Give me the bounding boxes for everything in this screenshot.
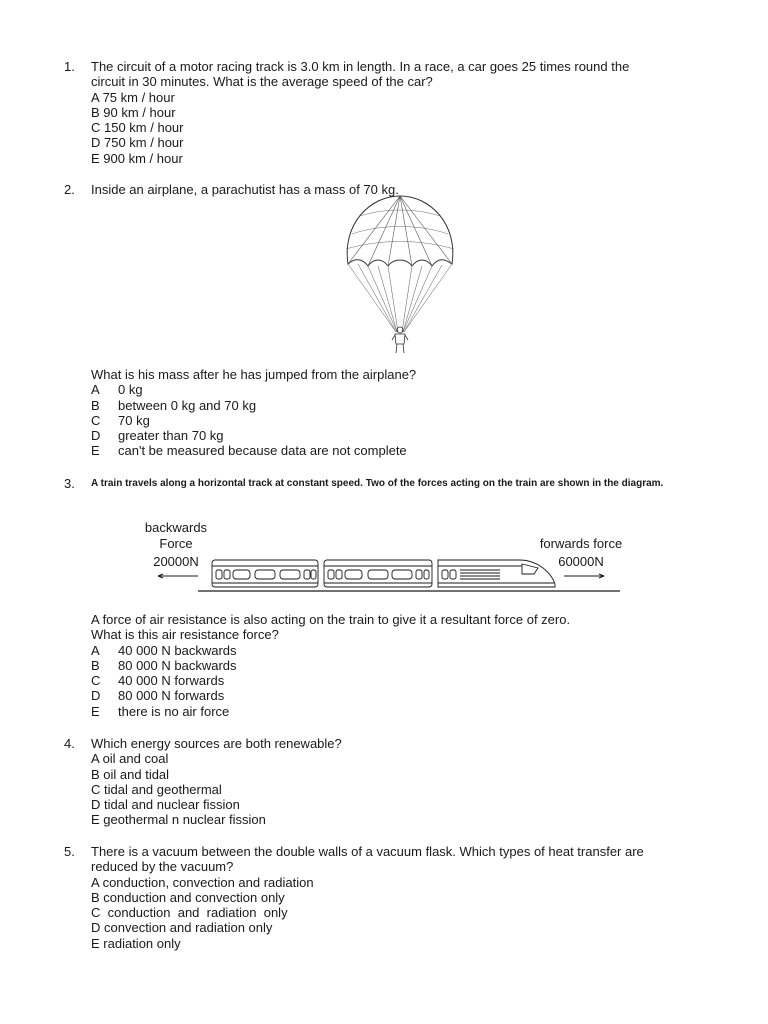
option-e <box>91 443 711 458</box>
question-body <box>91 59 711 166</box>
option-e: E radiation only <box>91 935 181 951</box>
option-c: C 150 km / hour <box>91 120 184 136</box>
option-text: there is no air force <box>118 703 230 719</box>
option-c <box>91 673 711 688</box>
question-stem-line: Inside an airplane, a parachutist has a mass of 70 kg. <box>91 182 399 197</box>
question-body <box>91 612 711 719</box>
question-body <box>91 844 711 951</box>
option-b: B oil and tidal <box>91 766 170 782</box>
option-text: 80 000 N forwards <box>118 688 225 704</box>
question-number: 4. <box>64 736 75 751</box>
option-text: 80 000 N backwards <box>118 657 237 673</box>
option-a: A 75 km / hour <box>91 89 175 105</box>
option-letter: B <box>91 397 100 413</box>
option-text: 40 000 N backwards <box>118 642 237 658</box>
locomotive <box>438 560 555 587</box>
question-text: What is his mass after he has jumped from the airplane? <box>91 367 417 382</box>
option-d: D 750 km / hour <box>91 135 184 151</box>
option-b <box>91 658 711 673</box>
forwards-force-value: 60000N <box>558 554 604 569</box>
option-letter: D <box>91 428 101 444</box>
option-a: A conduction, convection and radiation <box>91 874 314 890</box>
question-number: 5. <box>64 844 75 859</box>
option-letter: C <box>91 412 101 428</box>
option-letter: B <box>91 657 100 673</box>
option-letter: D <box>91 688 101 704</box>
option-text: 0 kg <box>118 382 143 398</box>
option-d <box>91 428 711 443</box>
question-number: 1. <box>64 59 75 74</box>
option-c <box>91 413 711 428</box>
option-c: C conduction and radiation only <box>91 905 288 921</box>
backwards-force-value: 20000N <box>153 554 199 569</box>
force-label: Force <box>159 536 193 551</box>
question-number: 2. <box>64 182 75 197</box>
right-arrow <box>564 574 604 578</box>
question-stem: A train travels along a horizontal track at constant speed. Two of the forces acting on the train are shown in the diagram. <box>91 478 664 489</box>
question-text-line: What is this air resistance force? <box>91 627 279 643</box>
carriage-1 <box>212 560 318 587</box>
parachutist-illustration <box>340 194 460 356</box>
question-stem-line: reduced by the vacuum? <box>91 859 234 875</box>
option-d: D tidal and nuclear fission <box>91 797 240 813</box>
option-b <box>91 398 711 413</box>
option-letter: A <box>91 382 100 398</box>
option-a <box>91 643 711 658</box>
option-a <box>91 382 711 397</box>
option-letter: A <box>91 642 100 658</box>
option-text: 40 000 N forwards <box>118 673 225 689</box>
option-text: 70 kg <box>118 412 150 428</box>
question-stem-line: circuit in 30 minutes. What is the average speed of the car? <box>91 74 433 90</box>
backwards-label: backwards <box>144 520 208 535</box>
option-b: B 90 km / hour <box>91 104 176 120</box>
option-text: greater than 70 kg <box>118 428 224 444</box>
option-text: can't be measured because data are not complete <box>118 443 407 459</box>
forwards-force-label: forwards force <box>539 536 623 551</box>
option-text: between 0 kg and 70 kg <box>118 397 257 413</box>
question-stem-line: The circuit of a motor racing track is 3.0 km in length. In a race, a car goes 25 times round the <box>91 59 630 74</box>
question-body <box>91 367 711 459</box>
option-d <box>91 688 711 703</box>
option-e <box>91 704 711 719</box>
option-letter: E <box>91 703 100 719</box>
train-diagram <box>130 518 640 598</box>
option-d: D convection and radiation only <box>91 920 273 936</box>
carriage-2 <box>324 560 432 587</box>
option-e: E 900 km / hour <box>91 150 183 166</box>
left-arrow <box>158 574 198 578</box>
option-a: A oil and coal <box>91 751 169 767</box>
question-number: 3. <box>64 476 75 491</box>
question-text-line: A force of air resistance is also acting on the train to give it a resultant force of zero. <box>91 612 571 627</box>
option-b: B conduction and convection only <box>91 889 285 905</box>
option-letter: E <box>91 443 100 459</box>
question-stem-line: Which energy sources are both renewable? <box>91 736 342 751</box>
option-letter: C <box>91 673 101 689</box>
question-body <box>91 736 711 828</box>
question-stem-line: There is a vacuum between the double walls of a vacuum flask. Which types of heat transfer are <box>91 844 644 859</box>
option-c: C tidal and geothermal <box>91 781 222 797</box>
option-e: E geothermal n nuclear fission <box>91 812 266 828</box>
